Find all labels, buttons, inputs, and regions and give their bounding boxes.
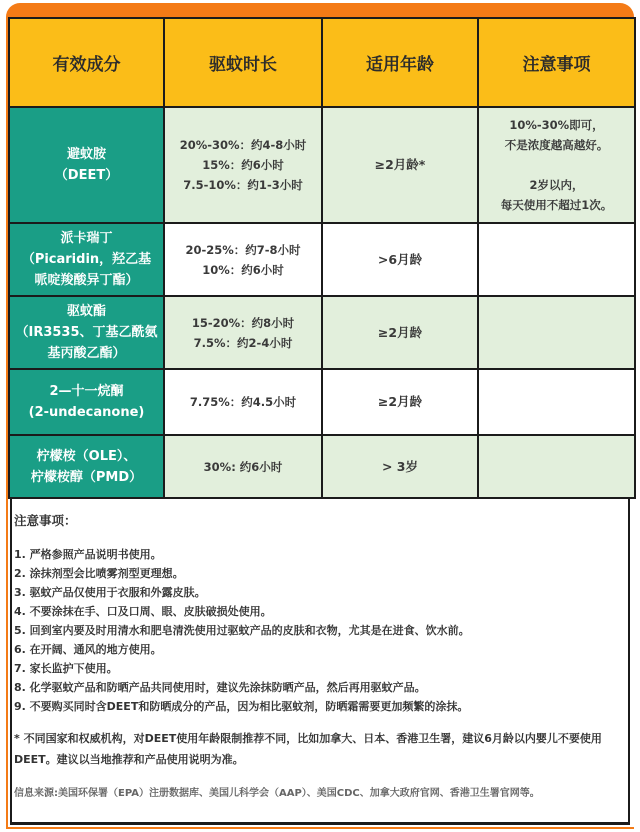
- duration-line: 20%-30%：约4-8小时: [179, 138, 307, 152]
- duration-line: 7.5-10%：约1-3小时: [183, 178, 303, 192]
- duration-cell: [164, 223, 322, 296]
- table-row: [9, 435, 635, 498]
- table-header-row: [9, 18, 635, 107]
- ingredient-cell: [9, 296, 164, 369]
- ingredient-name: 驱蚊酯: [66, 304, 106, 319]
- note-line: 10%-30%即可，: [509, 118, 604, 132]
- note-spacer: [481, 155, 632, 175]
- header-age: 适用年龄: [322, 18, 478, 107]
- age-cell: ≥2月龄: [322, 296, 478, 369]
- deet-footnote: * 不同国家和权威机构，对DEET使用年龄限制推荐不同，比如加拿大、日本、香港卫生署，建议6月龄以内婴儿不要使用DEET。建议以当地推荐和产品使用说明为准。: [14, 732, 602, 766]
- notes-cell: [478, 107, 635, 223]
- note-line: 每天使用不超过1次。: [500, 198, 613, 212]
- duration-cell: [164, 296, 322, 369]
- duration-cell: [164, 369, 322, 435]
- notes-cell: [478, 296, 635, 369]
- note-item: 6. 在开阔、通风的地方使用。: [14, 643, 162, 656]
- duration-cell: [164, 107, 322, 223]
- notes-cell: [478, 369, 635, 435]
- notes-title: 注意事项：: [14, 513, 77, 528]
- note-item: 1. 严格参照产品说明书使用。: [14, 548, 162, 561]
- duration-line: 15%：约6小时: [202, 158, 284, 172]
- source-citation: 信息来源:美国环保署（EPA）注册数据库、美国儿科学会（AAP）、美国CDC、加拿大政府官网、香港卫生署官网等。: [14, 788, 540, 799]
- ingredient-alias: 基丙酸乙酯）: [47, 346, 126, 361]
- header-ingredient: 有效成分: [9, 18, 164, 107]
- age-cell: >6月龄: [322, 223, 478, 296]
- table-row: [9, 369, 635, 435]
- age-cell: > 3岁: [322, 435, 478, 498]
- header-notes: 注意事项: [478, 18, 635, 107]
- header-duration: 驱蚊时长: [164, 18, 322, 107]
- table-row: [9, 223, 635, 296]
- notes-list: [14, 545, 628, 716]
- ingredient-cell: [9, 435, 164, 498]
- ingredient-alias: （IR3535、丁基乙酰氨: [15, 325, 158, 340]
- ingredient-alias: （Picaridin，羟乙基: [21, 252, 152, 267]
- notes-section: [10, 499, 630, 825]
- note-item: 3. 驱蚊产品仅使用于衣服和外露皮肤。: [14, 586, 206, 599]
- duration-line: 7.75%：约4.5小时: [189, 395, 297, 409]
- ingredient-alias: (2-undecanone): [28, 405, 145, 420]
- note-item: 7. 家长监护下使用。: [14, 662, 118, 675]
- note-item: 9. 不要购买同时含DEET和防晒成分的产品，因为相比驱蚊剂，防晒霜需要更加频繁的涂抹。: [14, 700, 469, 713]
- note-line: 不是浓度越高越好。: [504, 138, 609, 152]
- ingredient-cell: [9, 223, 164, 296]
- age-cell: ≥2月龄: [322, 369, 478, 435]
- duration-line: 15-20%：约8小时: [191, 315, 295, 330]
- ingredient-alias: 哌啶羧酸异丁酯）: [34, 273, 139, 288]
- ingredient-cell: [9, 107, 164, 223]
- duration-line: 30%: 约6小时: [203, 459, 283, 474]
- ingredient-name: 派卡瑞丁: [60, 231, 113, 246]
- age-cell: ≥2月龄*: [322, 107, 478, 223]
- duration-line: 7.5%：约2-4小时: [193, 335, 293, 350]
- note-line: 2岁以内，: [529, 178, 584, 192]
- duration-line: 10%：约6小时: [202, 262, 284, 277]
- ingredient-alias: 柠檬桉醇（PMD）: [30, 469, 143, 485]
- table-row: [9, 107, 635, 223]
- note-item: 8. 化学驱蚊产品和防晒产品共同使用时，建议先涂抹防晒产品，然后再用驱蚊产品。: [14, 681, 426, 694]
- duration-cell: [164, 435, 322, 498]
- notes-cell: [478, 223, 635, 296]
- ingredient-cell: [9, 369, 164, 435]
- table-row: [9, 296, 635, 369]
- duration-line: 20-25%：约7-8小时: [185, 242, 301, 257]
- ingredient-name: 避蚊胺: [66, 147, 106, 162]
- note-item: 5. 回到室内要及时用清水和肥皂清洗使用过驱蚊产品的皮肤和衣物，尤其是在进食、饮水前。: [14, 624, 470, 637]
- ingredient-name: 2—十一烷酮: [49, 384, 124, 399]
- note-item: 2. 涂抹剂型会比喷雾剂型更理想。: [14, 567, 184, 580]
- ingredient-name: 柠檬桉（OLE）、: [36, 448, 137, 464]
- ingredient-alias: （DEET）: [54, 168, 119, 183]
- mosquito-repellent-table: [8, 17, 636, 499]
- note-item: 4. 不要涂抹在手、口及口周、眼、皮肤破损处使用。: [14, 605, 272, 618]
- notes-cell: [478, 435, 635, 498]
